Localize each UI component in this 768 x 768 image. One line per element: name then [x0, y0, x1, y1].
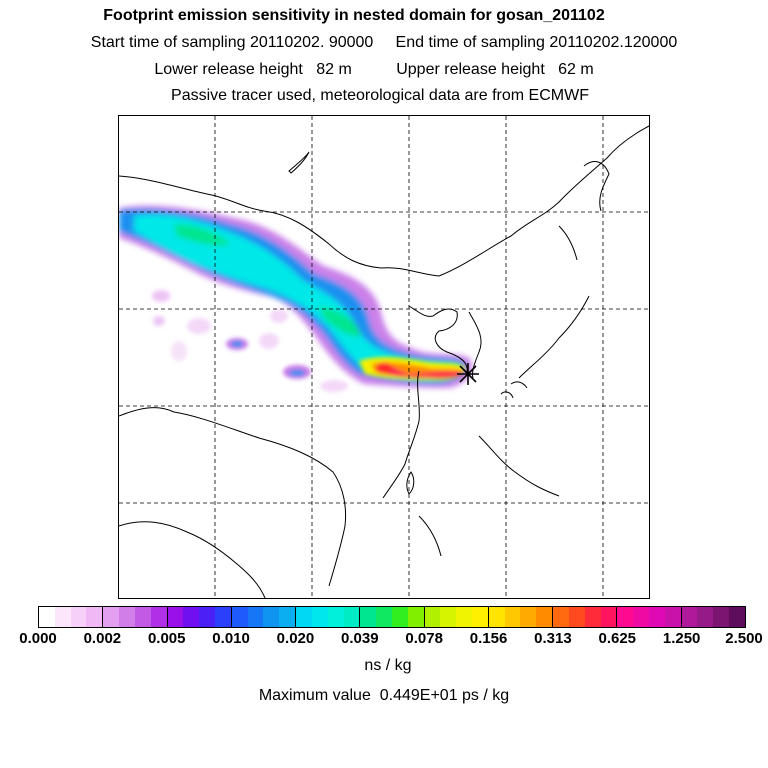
- patch-3: [152, 290, 170, 302]
- colorbar-tick-label: 1.250: [662, 630, 701, 647]
- colorbar-segment: [232, 607, 296, 627]
- colorbar-swatch: [360, 607, 376, 627]
- colorbar-tick-label: 0.002: [83, 630, 122, 647]
- colorbar-swatch: [135, 607, 151, 627]
- border-sw: [119, 522, 265, 598]
- colorbar-swatch: [248, 607, 264, 627]
- colorbar-segment: [39, 607, 103, 627]
- colorbar-swatch: [456, 607, 472, 627]
- colorbar-segment: [425, 607, 489, 627]
- colorbar-swatch: [119, 607, 135, 627]
- colorbar-tick-label: 0.078: [405, 630, 443, 647]
- patch-7: [270, 309, 288, 323]
- colorbar-swatch: [103, 607, 119, 627]
- map-canvas: [119, 116, 649, 598]
- patch-9: [320, 380, 348, 392]
- colorbar-swatch: [440, 607, 456, 627]
- patch-5: [259, 333, 279, 349]
- colorbar-tick-label: 0.313: [534, 630, 572, 647]
- colorbar-swatch: [263, 607, 279, 627]
- sampling-time: Start time of sampling 20110202. 90000 End time of sampling 20110202.120000: [90, 34, 678, 51]
- colorbar-swatch: [328, 607, 344, 627]
- colorbar-swatch: [408, 607, 424, 627]
- colorbar-swatch: [569, 607, 585, 627]
- patch-6: [171, 341, 187, 361]
- coast-japan: [519, 162, 609, 378]
- patch-2-core: [289, 370, 305, 376]
- colorbar-swatch: [633, 607, 649, 627]
- colorbar-swatch: [215, 607, 231, 627]
- colorbar-swatch: [472, 607, 488, 627]
- patch-4: [187, 318, 211, 334]
- colorbar-tick-label: 0.005: [147, 630, 186, 647]
- coast-taiwan: [407, 472, 414, 494]
- tracer-info: Passive tracer used, meteorological data are from ECMWF: [171, 87, 589, 104]
- colorbar-swatch: [279, 607, 295, 627]
- colorbar-swatch: [729, 607, 745, 627]
- colorbar-tick-label: 0.010: [212, 630, 250, 647]
- colorbar-swatch: [344, 607, 360, 627]
- colorbar-segment: [553, 607, 617, 627]
- colorbar-tick-label: 0.020: [276, 630, 315, 647]
- coast-lake: [289, 152, 309, 173]
- colorbar-swatch: [312, 607, 328, 627]
- colorbar-swatch: [296, 607, 312, 627]
- colorbar-swatch: [520, 607, 536, 627]
- colorbar-tick-label: 0.039: [341, 630, 379, 647]
- colorbar-swatch: [697, 607, 713, 627]
- colorbar-swatch: [649, 607, 665, 627]
- colorbar-swatch: [536, 607, 552, 627]
- colorbar-tick-label: 0.625: [598, 630, 637, 647]
- colorbar-swatch: [199, 607, 215, 627]
- border-west: [119, 408, 346, 586]
- star-icon: [457, 363, 479, 385]
- plume-hotspot: [376, 362, 392, 374]
- colorbar-swatch: [151, 607, 167, 627]
- colorbar-swatch: [682, 607, 698, 627]
- patch-1-core: [231, 341, 243, 347]
- colorbar-swatch: [425, 607, 441, 627]
- colorbar-swatch: [617, 607, 633, 627]
- colorbar-swatch: [489, 607, 505, 627]
- coast-japan-islands: [501, 382, 527, 398]
- colorbar-swatch: [553, 607, 569, 627]
- colorbar-swatch: [39, 607, 55, 627]
- map-title: Footprint emission sensitivity in nested domain for gosan_201102: [103, 7, 605, 24]
- colorbar-swatch: [505, 607, 521, 627]
- release-height: Lower release height 82 m Upper release height 62 m: [154, 61, 594, 78]
- colorbar-segment: [489, 607, 553, 627]
- colorbar-tick-label: 2.500: [725, 630, 763, 647]
- colorbar-unit: ns / kg: [364, 657, 412, 674]
- colorbar-segment: [682, 607, 745, 627]
- colorbar-swatch: [585, 607, 601, 627]
- colorbar-swatch: [183, 607, 199, 627]
- maximum-value: Maximum value 0.449E+01 ps / kg: [258, 687, 510, 704]
- colorbar-swatch: [86, 607, 102, 627]
- colorbar-swatch: [376, 607, 392, 627]
- colorbar-segment: [168, 607, 232, 627]
- colorbar-tick-label: 0.156: [469, 630, 508, 647]
- border-sea: [419, 436, 559, 556]
- colorbar-swatch: [713, 607, 729, 627]
- colorbar-segment: [617, 607, 681, 627]
- colorbar: [38, 606, 746, 628]
- colorbar-swatch: [232, 607, 248, 627]
- patch-8: [153, 316, 165, 326]
- colorbar-swatch: [71, 607, 87, 627]
- colorbar-swatch: [392, 607, 408, 627]
- colorbar-swatch: [601, 607, 617, 627]
- colorbar-swatch: [55, 607, 71, 627]
- colorbar-tick-label: 0.000: [19, 630, 57, 647]
- colorbar-segment: [296, 607, 360, 627]
- footprint-map: [118, 115, 650, 599]
- footprint-plume: [119, 206, 472, 392]
- colorbar-segment: [360, 607, 424, 627]
- colorbar-swatch: [665, 607, 681, 627]
- colorbar-segment: [103, 607, 167, 627]
- colorbar-swatch: [168, 607, 184, 627]
